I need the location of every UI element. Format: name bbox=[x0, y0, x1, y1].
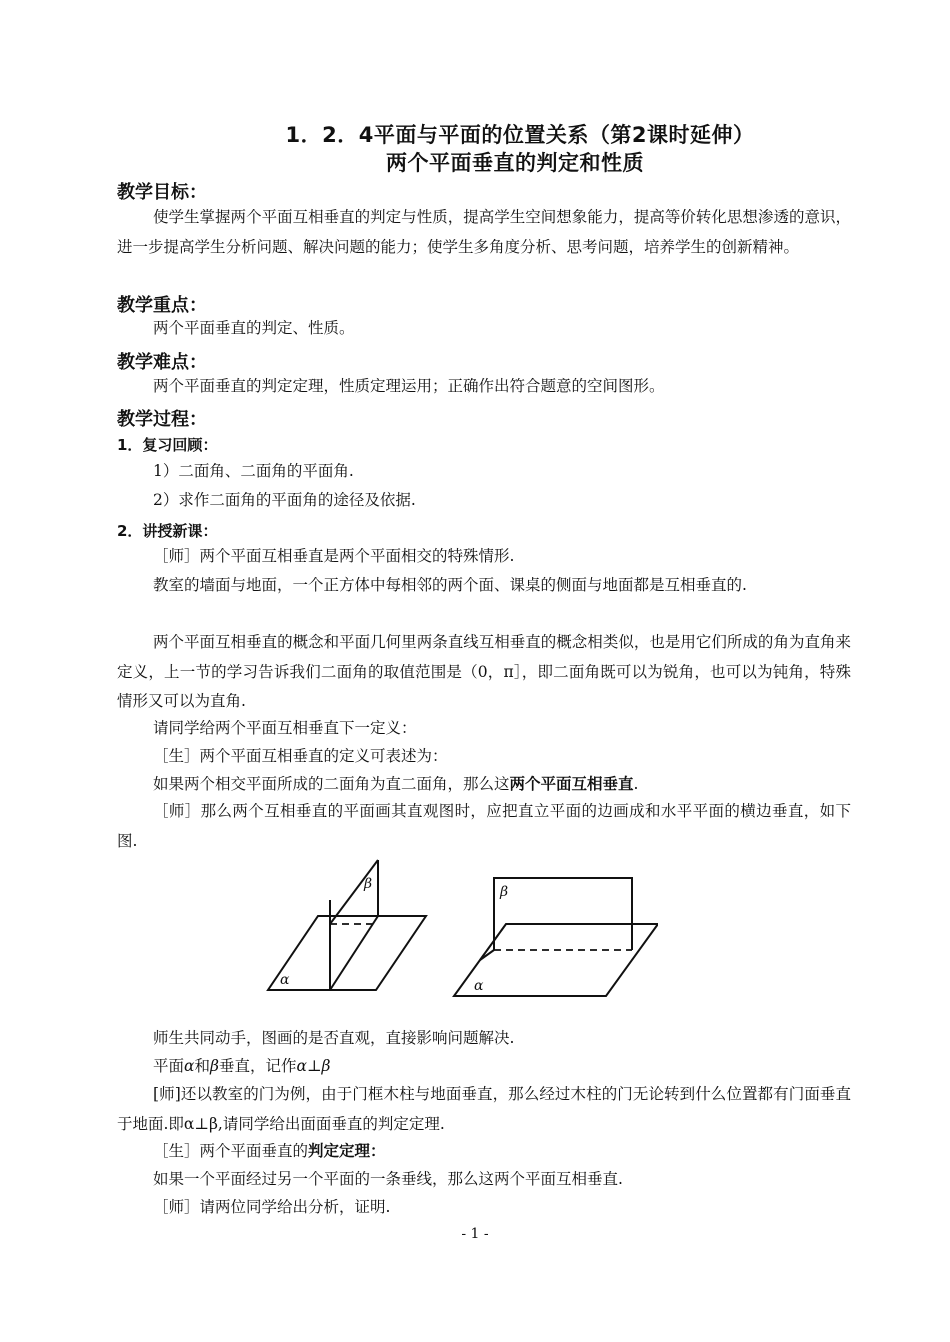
left-beta-top-edge bbox=[330, 860, 378, 924]
difficulty-text: 两个平面垂直的判定定理，性质定理运用；正确作出符合题意的空间图形。 bbox=[153, 377, 665, 395]
process-heading: 教学过程： bbox=[117, 409, 207, 430]
key-text: 两个平面垂直的判定、性质。 bbox=[153, 319, 355, 337]
lesson-p11-text: ［生］两个平面垂直的 bbox=[153, 1142, 309, 1160]
page-number: - 1 - bbox=[461, 1226, 489, 1242]
title-line-2: 两个平面垂直的判定和性质 bbox=[386, 151, 644, 175]
lesson-p12: 如果一个平面经过另一个平面的一条垂线，那么这两个平面互相垂直. bbox=[153, 1170, 623, 1188]
left-intersection-line bbox=[330, 916, 378, 990]
goal-heading: 教学目标： bbox=[117, 182, 207, 203]
lesson-p6-period: . bbox=[633, 775, 639, 793]
lesson-p6-text: 如果两个相交平面所成的二面角为直二面角，那么这 bbox=[153, 775, 510, 793]
lesson-p3: 两个平面互相垂直的概念和平面几何里两条直线互相垂直的概念相类似，也是用它们所成的角为直角来定义，上一节的学习告诉我们二面角的取值范围是（0，π］，即二面角既可以为锐角，也可以为钝角，特殊情形又可以为直角. bbox=[117, 633, 851, 710]
lesson-p5: ［生］两个平面互相垂直的定义可表述为： bbox=[153, 747, 448, 765]
left-alpha-plane bbox=[268, 916, 426, 990]
lesson-p2: 教室的墙面与地面，一个正方体中每相邻的两个面、课桌的侧面与地面都是互相垂直的. bbox=[153, 576, 747, 594]
lesson-p6 bbox=[153, 770, 638, 800]
goal-paragraph: 使学生掌握两个平面互相垂直的判定与性质，提高学生空间想象能力，提高等价转化思想渗透的意识，进一步提高学生分析问题、解决问题的能力；使学生多角度分析、思考问题，培养学生的创新精神。 bbox=[117, 208, 851, 256]
lesson-p11 bbox=[153, 1137, 386, 1167]
perpendicular-notation: α⊥β bbox=[296, 1057, 331, 1075]
perpendicular-planes-figure bbox=[266, 850, 658, 1000]
review-heading: 1．复习回顾： bbox=[117, 436, 218, 454]
lesson-p9-text-c: 垂直，记作 bbox=[218, 1057, 297, 1075]
lesson-p1: ［师］两个平面互相垂直是两个平面相交的特殊情形. bbox=[153, 547, 515, 565]
right-alpha-plane bbox=[454, 924, 658, 996]
new-lesson-heading: 2．讲授新课： bbox=[117, 522, 218, 540]
right-beta-label: β bbox=[500, 884, 509, 900]
theorem-label: 判定定理： bbox=[308, 1142, 386, 1160]
difficulty-heading: 教学难点： bbox=[117, 352, 207, 373]
lesson-p9-text-b: 和 bbox=[194, 1057, 210, 1075]
left-alpha-label: α bbox=[280, 972, 290, 988]
lesson-p9 bbox=[153, 1052, 331, 1082]
alpha-symbol: α bbox=[184, 1057, 195, 1075]
review-item-1: 1）二面角、二面角的平面角. bbox=[153, 462, 354, 480]
beta-symbol: β bbox=[210, 1057, 219, 1075]
key-heading: 教学重点： bbox=[117, 295, 207, 316]
right-beta-plane bbox=[494, 878, 632, 950]
lesson-p9-text-a: 平面 bbox=[153, 1057, 185, 1075]
right-alpha-label: α bbox=[474, 978, 484, 994]
title-line-1: 1．2．4平面与平面的位置关系（第2课时延伸） bbox=[285, 123, 755, 147]
lesson-p7: ［师］那么两个互相垂直的平面画其直观图时，应把直立平面的边画成和水平平面的横边垂直，如下图. bbox=[117, 802, 851, 850]
left-beta-label: β bbox=[364, 876, 373, 892]
lesson-p10: [师]还以教室的门为例，由于门框木柱与地面垂直，那么经过木柱的门无论转到什么位置都有门面垂直于地面.即α⊥β,请同学给出面面垂直的判定定理. bbox=[117, 1085, 851, 1133]
lesson-p6-emphasis: 两个平面互相垂直 bbox=[509, 775, 634, 793]
lesson-p8: 师生共同动手，图画的是否直观，直接影响问题解决. bbox=[153, 1029, 515, 1047]
review-item-2: 2）求作二面角的平面角的途径及依据. bbox=[153, 491, 416, 509]
lesson-p4: 请同学给两个平面互相垂直下一定义： bbox=[153, 719, 417, 737]
lesson-p13: ［师］请两位同学给出分析，证明. bbox=[153, 1198, 391, 1216]
